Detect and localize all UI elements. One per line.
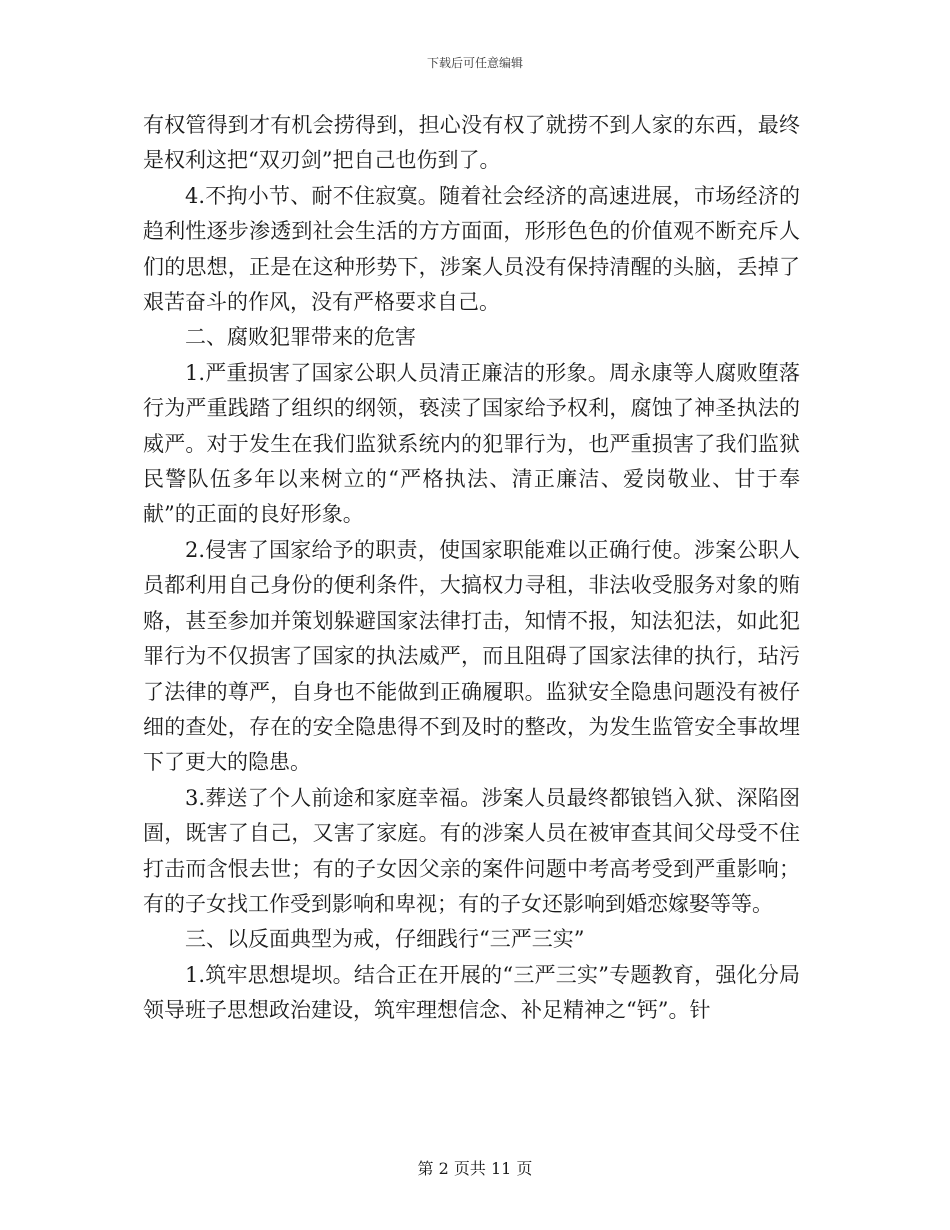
document-body xyxy=(143,108,800,1029)
paragraph-harm-2: 2.侵害了国家给予的职责，使国家职能难以正确行使。涉案公职人员都利用自己身份的便利条件，大搞权力寻租，非法收受服务对象的贿赂，甚至参加并策划躲避国家法律打击，知情不报，知法犯法，如此犯罪行为不仅损害了国家的执法威严，而且阻碍了国家法律的执行，玷污了法律的尊严，自身也不能做到正确履职。监狱安全隐患问题没有被仔细的查处，存在的安全隐患得不到及时的整改，为发生监管安全事故埋下了更大的隐患。 xyxy=(143,537,800,775)
paragraph-harm-3: 3.葬送了个人前途和家庭幸福。涉案人员最终都锒铛入狱、深陷囹圄，既害了自己，又害了家庭。有的涉案人员在被审查其间父母受不住打击而含恨去世；有的子女因父亲的案件问题中考高考受到严重影响；有的子女找工作受到影响和卑视；有的子女还影响到婚恋嫁娶等等。 xyxy=(143,785,800,916)
paragraph-point-4: 4.不拘小节、耐不住寂寞。随着社会经济的高速进展，市场经济的趋利性逐步渗透到社会生活的方方面面，形形色色的价值观不断充斥人们的思想，正是在这种形势下，涉案人员没有保持清醒的头脑，丢掉了艰苦奋斗的作风，没有严格要求自己。 xyxy=(143,183,800,315)
page-footer: 第 2 页共 11 页 xyxy=(417,1159,533,1178)
paragraph-harm-1: 1.严重损害了国家公职人员清正廉洁的形象。周永康等人腐败堕落行为严重践踏了组织的纲领，亵渎了国家给予权利，腐蚀了神圣执法的威严。对于发生在我们监狱系统内的犯罪行为，也严重损害了我们监狱民警队伍多年以来树立的“严格执法、清正廉洁、爱岗敬业、甘于奉献”的正面的良好形象。 xyxy=(143,360,800,527)
section-heading-2: 二、腐败犯罪带来的危害 xyxy=(185,325,416,350)
section-heading-3: 三、以反面典型为戒，仔细践行“三严三实” xyxy=(185,927,585,952)
paragraph-action-1: 1.筑牢思想堤坝。结合正在开展的“三严三实”专题教育，强化分局领导班子思想政治建设，筑牢理想信念、补足精神之“钙”。针 xyxy=(143,962,800,1023)
page-header: 下载后可任意编辑 xyxy=(426,56,523,70)
paragraph-continuation: 有权管得到才有机会捞得到，担心没有权了就捞不到人家的东西，最终是权利这把“双刃剑”把自己也伤到了。 xyxy=(143,113,800,173)
